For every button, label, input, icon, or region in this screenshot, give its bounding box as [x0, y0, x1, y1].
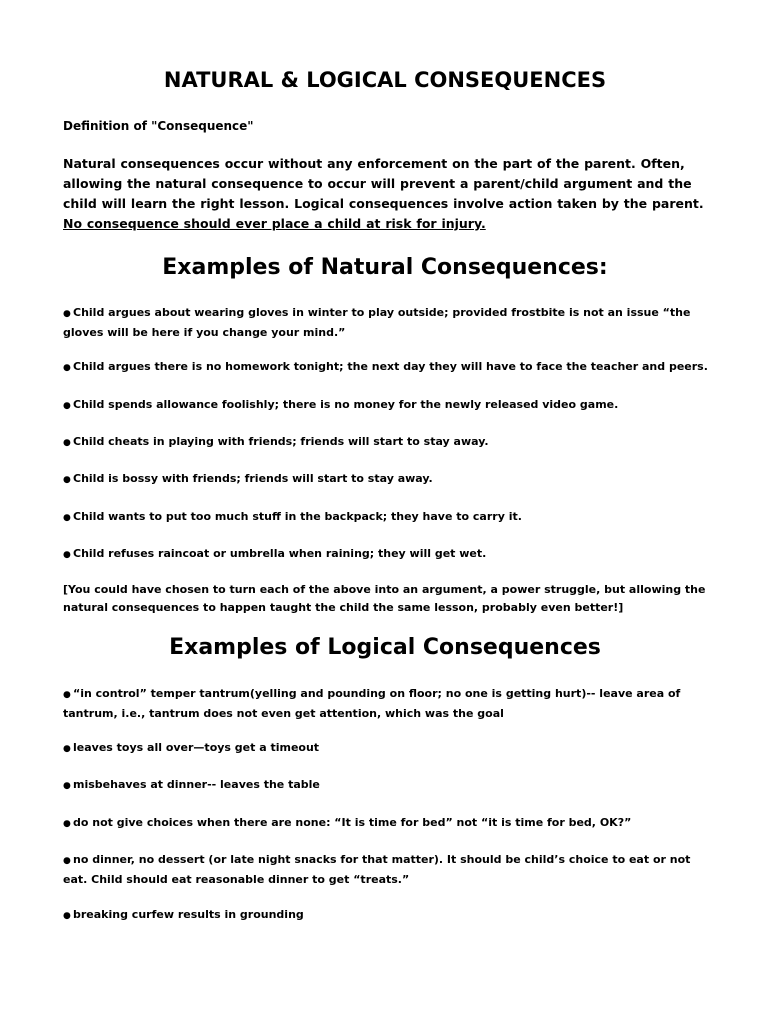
- logical-item: ● misbehaves at dinner-- leaves the table: [63, 776, 713, 796]
- bullet-icon: ●: [63, 911, 71, 921]
- safety-warning: No consequence should ever place a child at risk for injury.: [63, 216, 486, 231]
- bullet-icon: ●: [63, 744, 71, 754]
- logical-item: ● no dinner, no dessert (or late night snacks for that matter). It should be child’s choice to eat or not eat. Child should eat reasonable dinner to get “treats.”: [63, 853, 691, 886]
- natural-item: ● Child refuses raincoat or umbrella when raining; they will get wet.: [63, 545, 713, 565]
- bullet-icon: ●: [63, 363, 71, 373]
- natural-item: ● Child wants to put too much stuff in the backpack; they have to carry it.: [63, 508, 713, 528]
- bullet-icon: ●: [63, 856, 71, 866]
- logical-item: ● leaves toys all over—toys get a timeout: [63, 739, 713, 759]
- natural-item: ● Child argues there is no homework tonight; the next day they will have to face the teacher and peers.: [63, 358, 713, 378]
- logical-item: ● “in control” temper tantrum(yelling and pounding on floor; no one is getting hurt)-- leave area of tantrum, i.e., tantrum does not even get attention, which was the goal: [63, 687, 681, 720]
- natural-section-heading: Examples of Natural Consequences:: [162, 255, 608, 280]
- natural-item: ● Child spends allowance foolishly; there is no money for the newly released video game.: [63, 396, 713, 416]
- intro-text: Natural consequences occur without any enforcement on the part of the parent. Often, allowing the natural consequence to occur will prevent a parent/child argument and the child will learn the right lesson. Logical consequences involve action taken by the parent.: [63, 156, 704, 211]
- natural-item: ● Child is bossy with friends; friends will start to stay away.: [63, 470, 713, 490]
- bullet-icon: ●: [63, 309, 71, 319]
- bullet-icon: ●: [63, 550, 71, 560]
- bullet-icon: ●: [63, 513, 71, 523]
- bullet-icon: ●: [63, 438, 71, 448]
- bullet-icon: ●: [63, 475, 71, 485]
- natural-item: ● Child argues about wearing gloves in winter to play outside; provided frostbite is not an issue “the gloves will be here if you change your mind.”: [63, 306, 691, 339]
- intro-paragraph: [63, 154, 713, 234]
- logical-item: ● do not give choices when there are none: “It is time for bed” not “it is time for bed, OK?”: [63, 814, 713, 834]
- logical-section-heading: Examples of Logical Consequences: [169, 635, 601, 660]
- bullet-icon: ●: [63, 690, 71, 700]
- definition-label: Definition of "Consequence": [63, 119, 254, 133]
- logical-item: ● breaking curfew results in grounding: [63, 906, 713, 926]
- bullet-icon: ●: [63, 819, 71, 829]
- page-title: NATURAL & LOGICAL CONSEQUENCES: [163, 68, 607, 92]
- natural-note: [You could have chosen to turn each of the above into an argument, a power struggle, but allowing the natural consequences to happen taught the child the same lesson, probably even better!]: [63, 583, 706, 614]
- bullet-icon: ●: [63, 401, 71, 411]
- natural-item: ● Child cheats in playing with friends; friends will start to stay away.: [63, 433, 713, 453]
- bullet-icon: ●: [63, 781, 71, 791]
